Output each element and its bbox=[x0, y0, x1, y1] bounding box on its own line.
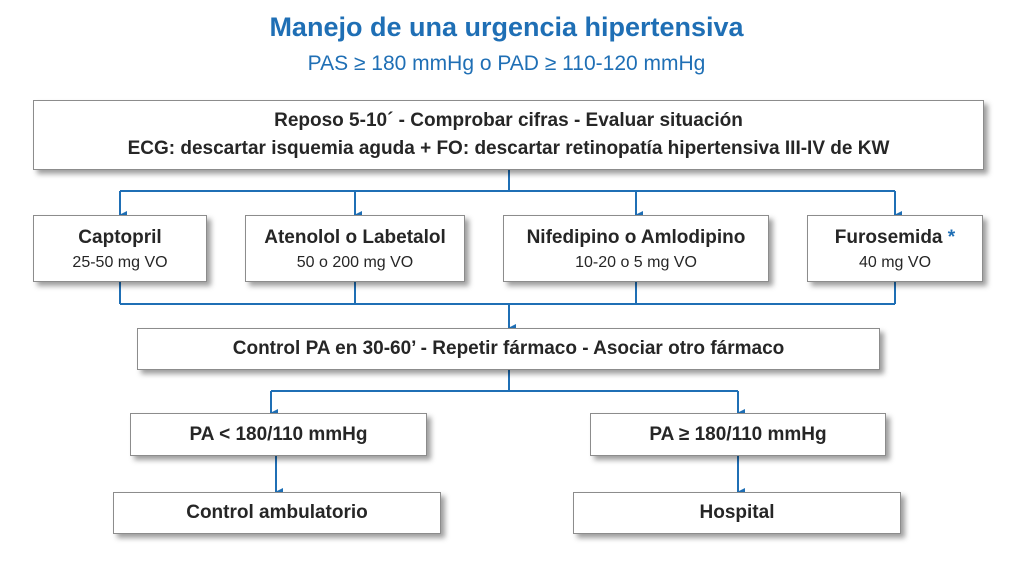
step-initial-line1: Reposo 5-10´ - Comprobar cifras - Evaluar situación bbox=[274, 110, 743, 131]
drug-name: Nifedipino o Amlodipino bbox=[526, 226, 746, 248]
step-control-pa bbox=[137, 328, 880, 370]
outcome-control-ambulatorio bbox=[113, 492, 441, 534]
drug-name: Furosemida bbox=[834, 226, 943, 248]
drug-dose: 10-20 o 5 mg VO bbox=[575, 253, 697, 271]
drug-dose: 50 o 200 mg VO bbox=[296, 253, 414, 271]
branch-pa-high bbox=[590, 413, 886, 456]
branch-pa-low bbox=[130, 413, 427, 456]
drug-dose: 40 mg VO bbox=[858, 253, 932, 271]
outcome-hospital bbox=[573, 492, 901, 534]
step-control-label: Control PA en 30-60’ - Repetir fármaco - Asociar otro fármaco bbox=[232, 338, 785, 359]
outcome-ambulatorio-label: Control ambulatorio bbox=[186, 502, 368, 523]
drug-box-nifedipino-amlodipino bbox=[503, 215, 769, 282]
footnote-marker: * bbox=[947, 226, 956, 248]
drug-name: Atenolol o Labetalol bbox=[264, 226, 446, 248]
drug-box-atenolol-labetalol bbox=[245, 215, 465, 282]
branch-pa-high-label: PA ≥ 180/110 mmHg bbox=[649, 423, 827, 445]
step-initial-evaluation bbox=[33, 100, 984, 170]
drug-name: Captopril bbox=[78, 226, 162, 248]
diagram-title: Manejo de una urgencia hipertensiva bbox=[269, 12, 744, 42]
branch-pa-low-label: PA < 180/110 mmHg bbox=[189, 423, 368, 445]
drug-dose: 25-50 mg VO bbox=[72, 253, 168, 271]
outcome-hospital-label: Hospital bbox=[699, 502, 775, 523]
drug-box-captopril bbox=[33, 215, 207, 282]
drug-name-row bbox=[835, 224, 955, 252]
diagram-subtitle: PAS ≥ 180 mmHg o PAD ≥ 110-120 mmHg bbox=[307, 52, 706, 75]
drug-box-furosemida bbox=[807, 215, 983, 282]
step-initial-line2: ECG: descartar isquemia aguda + FO: descartar retinopatía hipertensiva III-IV de KW bbox=[127, 138, 890, 159]
